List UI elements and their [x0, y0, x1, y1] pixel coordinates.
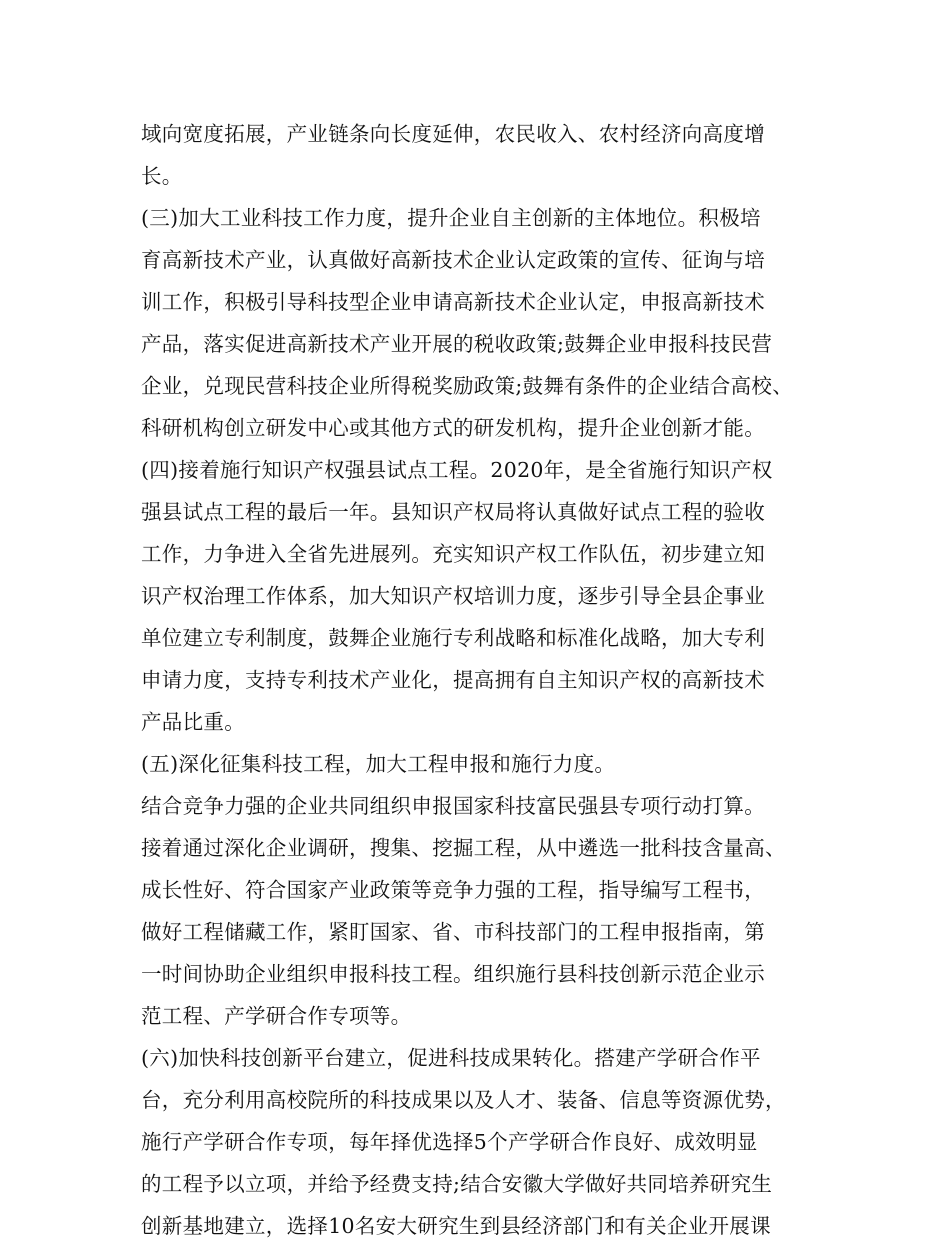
text-line: 的工程予以立项，并给予经费支持;结合安徽大学做好共同培养研究生: [141, 1172, 773, 1196]
text-line: 育高新技术产业，认真做好高新技术企业认定政策的宣传、征询与培: [141, 248, 765, 272]
text-line: 识产权治理工作体系，加大知识产权培训力度，逐步引导全县企事业: [141, 584, 765, 608]
text-line: 单位建立专利制度，鼓舞企业施行专利战略和标准化战略，加大专利: [141, 626, 765, 650]
text-line: 产品比重。: [141, 710, 245, 734]
text-line: 结合竞争力强的企业共同组织申报国家科技富民强县专项行动打算。: [141, 794, 765, 818]
section-four-heading-line: (四)接着施行知识产权强县试点工程。2020年，是全省施行知识产权: [141, 458, 773, 482]
text-line: 训工作，积极引导科技型企业申请高新技术企业认定，申报高新技术: [141, 290, 765, 314]
text-line: 科研机构创立研发中心或其他方式的研发机构，提升企业创新才能。: [141, 416, 765, 440]
text-line: 长。: [141, 164, 183, 188]
body-text: [141, 113, 821, 1247]
text-line: 创新基地建立，选择10名安大研究生到县经济部门和有关企业开展课: [141, 1214, 771, 1238]
section-three-heading-line: (三)加大工业科技工作力度，提升企业自主创新的主体地位。积极培: [141, 206, 761, 230]
text-line: 接着通过深化企业调研，搜集、挖掘工程，从中遴选一批科技含量高、: [141, 836, 786, 860]
text-line: 域向宽度拓展，产业链条向长度延伸，农民收入、农村经济向高度增: [141, 122, 765, 146]
text-line: 企业，兑现民营科技企业所得税奖励政策;鼓舞有条件的企业结合高校、: [141, 374, 794, 398]
text-line: 产品，落实促进高新技术产业开展的税收政策;鼓舞企业申报科技民营: [141, 332, 773, 356]
section-six-heading-line: (六)加快科技创新平台建立，促进科技成果转化。搭建产学研合作平: [141, 1046, 761, 1070]
text-line: 台，充分利用高校院所的科技成果以及人才、装备、信息等资源优势，: [141, 1088, 786, 1112]
text-line: 一时间协助企业组织申报科技工程。组织施行县科技创新示范企业示: [141, 962, 765, 986]
text-line: 施行产学研合作专项，每年择优选择5个产学研合作良好、成效明显: [141, 1130, 758, 1154]
text-line: 工作，力争进入全省先进展列。充实知识产权工作队伍，初步建立知: [141, 542, 765, 566]
text-line: 强县试点工程的最后一年。县知识产权局将认真做好试点工程的验收: [141, 500, 765, 524]
text-line: 范工程、产学研合作专项等。: [141, 1004, 412, 1028]
text-line: 成长性好、符合国家产业政策等竞争力强的工程，指导编写工程书，: [141, 878, 765, 902]
section-five-heading-line: (五)深化征集科技工程，加大工程申报和施行力度。: [141, 752, 616, 776]
text-line: 申请力度，支持专利技术产业化，提高拥有自主知识产权的高新技术: [141, 668, 765, 692]
text-line: 做好工程储藏工作，紧盯国家、省、市科技部门的工程申报指南，第: [141, 920, 765, 944]
